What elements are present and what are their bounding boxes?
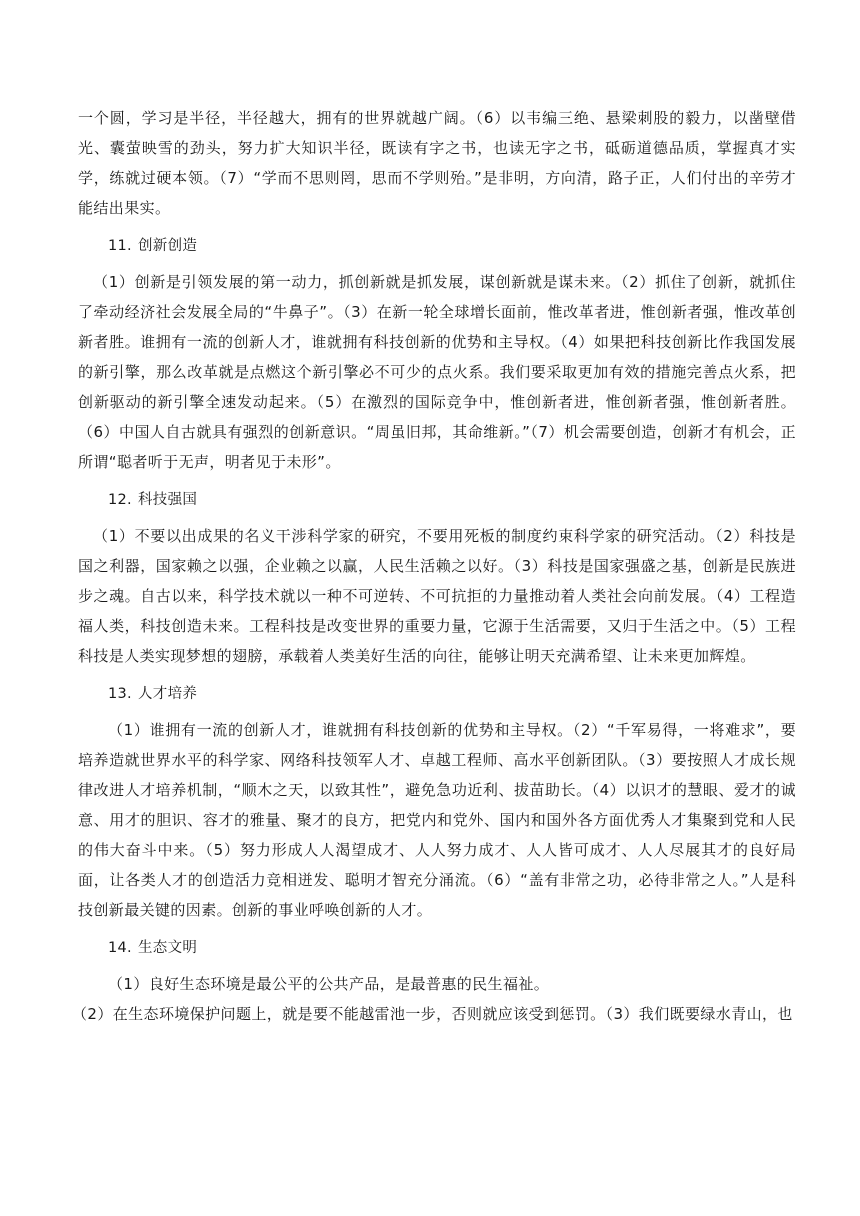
section-number: 13. <box>108 686 132 702</box>
section-number: 11. <box>108 238 132 254</box>
section-heading-12 <box>78 485 796 515</box>
section-heading-14 <box>78 933 796 963</box>
section-title: 人才培养 <box>137 686 198 702</box>
section-title: 创新创造 <box>137 238 198 254</box>
section-paragraph-13: （1）谁拥有一流的创新人才，谁就拥有科技创新的优势和主导权。（2）“千军易得，一将难求”，要培养造就世界水平的科学家、网络科技领军人才、卓越工程师、高水平创新团队。（3）要按照人才成长规律改进人才培养机制，“顺木之天，以致其性”，避免急功近利、拔苗助长。（4）以识才的慧眼、爱才的诚意、用才的胆识、容才的雅量、聚才的良方，把党内和党外、国内和国外各方面优秀人才集聚到党和人民的伟大奋斗中来。（5）努力形成人人渴望成才、人人努力成才、人人皆可成才、人人尽展其才的良好局面，让各类人才的创造活力竞相迸发、聪明才智充分涌流。（6）“盖有非常之功，必待非常之人。”人是科技创新最关键的因素。创新的事业呼唤创新的人才。 <box>78 721 796 919</box>
section-paragraph-12: （1）不要以出成果的名义干涉科学家的研究，不要用死板的制度约束科学家的研究活动。（2）科技是国之利器，国家赖之以强，企业赖之以赢，人民生活赖之以好。（3）科技是国家强盛之基，创新是民族进步之魂。自古以来，科学技术就以一种不可逆转、不可抗拒的力量推动着人类社会向前发展。（4）工程造福人类，科技创造未来。工程科技是改变世界的重要力量，它源于生活需要，又归于生活之中。（5）工程科技是人类实现梦想的翅膀，承载着人类美好生活的向往，能够让明天充满希望、让未来更加辉煌。 <box>78 527 796 665</box>
section-paragraph-14-continued: （2）在生态环境保护问题上，就是要不能越雷池一步，否则就应该受到惩罚。（3）我们既要绿水青山，也 <box>72 1005 793 1023</box>
document-body <box>72 103 796 1029</box>
section-paragraph-14: （1）良好生态环境是最公平的公共产品，是最普惠的民生福祉。 <box>108 975 550 993</box>
intro-paragraph: 一个圆，学习是半径，半径越大，拥有的世界就越广阔。（6）以韦编三绝、悬梁刺股的毅力，以凿壁借光、囊萤映雪的劲头，努力扩大知识半径，既读有字之书，也读无字之书，砥砺道德品质，掌握真才实学，练就过硬本领。（7）“学而不思则罔，思而不学则殆。”是非明，方向清，路子正，人们付出的辛劳才能结出果实。 <box>78 109 796 217</box>
section-heading-11 <box>78 231 796 261</box>
section-number: 12. <box>108 492 132 508</box>
section-title: 科技强国 <box>137 492 198 508</box>
section-number: 14. <box>108 940 132 956</box>
section-title: 生态文明 <box>137 940 198 956</box>
section-heading-13 <box>78 679 796 709</box>
section-paragraph-11: （1）创新是引领发展的第一动力，抓创新就是抓发展，谋创新就是谋未来。（2）抓住了创新，就抓住了牵动经济社会发展全局的“牛鼻子”。（3）在新一轮全球增长面前，惟改革者进，惟创新者强，惟改革创新者胜。谁拥有一流的创新人才，谁就拥有科技创新的优势和主导权。（4）如果把科技创新比作我国发展的新引擎，那么改革就是点燃这个新引擎必不可少的点火系。我们要采取更加有效的措施完善点火系，把创新驱动的新引擎全速发动起来。（5）在激烈的国际竞争中，惟创新者进，惟创新者强，惟创新者胜。（6）中国人自古就具有强烈的创新意识。“周虽旧邦，其命维新。”（7）机会需要创造，创新才有机会，正所谓“聪者听于无声，明者见于未形”。 <box>78 273 796 471</box>
